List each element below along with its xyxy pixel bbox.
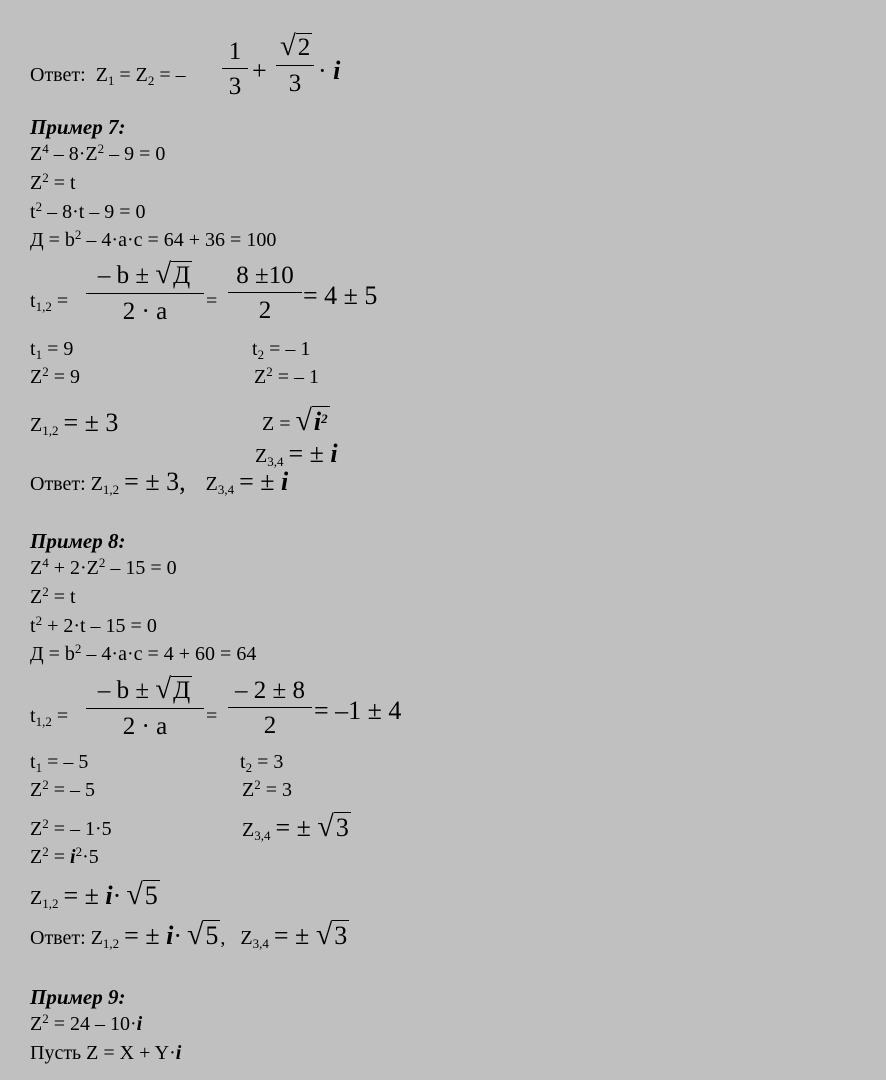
- ex7-t2: $t_2$ = – 1: [252, 338, 311, 362]
- example7-heading: Пример 7:: [30, 115, 126, 139]
- ex8-z2d: $Z^2 = i^2\cdot 5$: [30, 844, 99, 868]
- ex7-substitution: $Z^2 = t$: [30, 170, 76, 194]
- ex8-t1: $t_1$ = – 5: [30, 751, 89, 775]
- ex8-z12: $Z_{1,2}$ = ± i· √5: [30, 878, 158, 911]
- sqrt-2: √2: [280, 30, 311, 62]
- z1-label: $Z_1 = Z_2$ = –: [95, 64, 186, 88]
- ex8-quadratic: $t^2 + 2\cdot t - 15 = 0$: [30, 613, 157, 637]
- ex8-result: = –1 ± 4: [314, 696, 402, 725]
- ex8-equation: $Z^4 + 2\cdot Z^2 - 15 = 0$: [30, 555, 177, 579]
- example9-heading: Пример 9:: [30, 985, 126, 1009]
- ex7-z2a: $Z^2 = 9$: [30, 364, 80, 388]
- ex8-t2: $t_2 = 3$: [240, 751, 284, 775]
- ex8-z34: $Z_{3,4}$ = ± √3: [242, 810, 349, 843]
- ex8-z2a: $Z^2$ = – 5: [30, 777, 95, 801]
- ex8-frac-a: – b ± √Д 2 · a: [86, 673, 204, 741]
- ex7-result: = 4 ± 5: [303, 281, 378, 310]
- ex8-substitution: $Z^2 = t$: [30, 584, 76, 608]
- ex7-z2b: $Z^2$ = – 1: [254, 364, 319, 388]
- ex7-t1: $t_1 = 9$: [30, 338, 74, 362]
- ex8-eq-sign: =: [206, 705, 218, 727]
- ex7-z-sqrt: $Z = √i^2$: [262, 404, 328, 437]
- ex9-let: Пусть Z = X + Y·i: [30, 1042, 182, 1064]
- ex7-frac-b: $\frac{8 \pm 10}{2}$: [228, 262, 302, 325]
- answer6-line: [30, 64, 186, 86]
- answer-label: Ответ:: [30, 64, 86, 86]
- ex8-z2c: $Z^2$ = – 1·5: [30, 816, 112, 840]
- ex8-t12-label: $t_{1,2}$ =: [30, 705, 69, 729]
- ex8-discriminant: $Д = b^2 - 4\cdot a\cdot c = 4 + 60 = 64$: [30, 641, 257, 665]
- ex8-z2b: $Z^2 = 3$: [242, 777, 292, 801]
- ex7-equation: $Z^4 - 8\cdot Z^2 - 9 = 0$: [30, 141, 166, 165]
- answer6-frac1: $\frac{1}{3}$: [222, 38, 248, 101]
- ex7-answer: Ответ: $Z_{1,2}$ = ± 3, $Z_{3,4}$ = ± i: [30, 467, 289, 497]
- answer6-frac2: $\frac{√2}{3}$: [276, 30, 314, 98]
- ex7-frac-a: – b ± √Д 2 · a: [86, 258, 204, 326]
- ex7-quadratic: $t^2 - 8\cdot t - 9 = 0$: [30, 199, 146, 223]
- ex7-eq-sign: =: [206, 290, 218, 312]
- ex8-frac-b: $\frac{- 2 \pm 8}{2}$: [228, 677, 312, 740]
- ex7-discriminant: $Д = b^2 - 4\cdot a\cdot c = 64 + 36 = 100$: [30, 227, 277, 251]
- ex8-answer: Ответ: $Z_{1,2}$ = ± i· √5 , $Z_{3,4}$ = ± √3: [30, 918, 348, 951]
- ex9-equation: $Z^2 = 24 - 10\cdot i$: [30, 1011, 143, 1035]
- ex7-z12: $Z_{1,2}$ = ± 3: [30, 408, 119, 438]
- example8-heading: Пример 8:: [30, 529, 126, 553]
- plus-sign: +: [252, 56, 267, 85]
- ex7-z34: $Z_{3,4}$ = ± i: [255, 439, 338, 469]
- answer6-tail: · i: [318, 56, 341, 85]
- ex7-t12-label: $t_{1,2}$ =: [30, 290, 69, 314]
